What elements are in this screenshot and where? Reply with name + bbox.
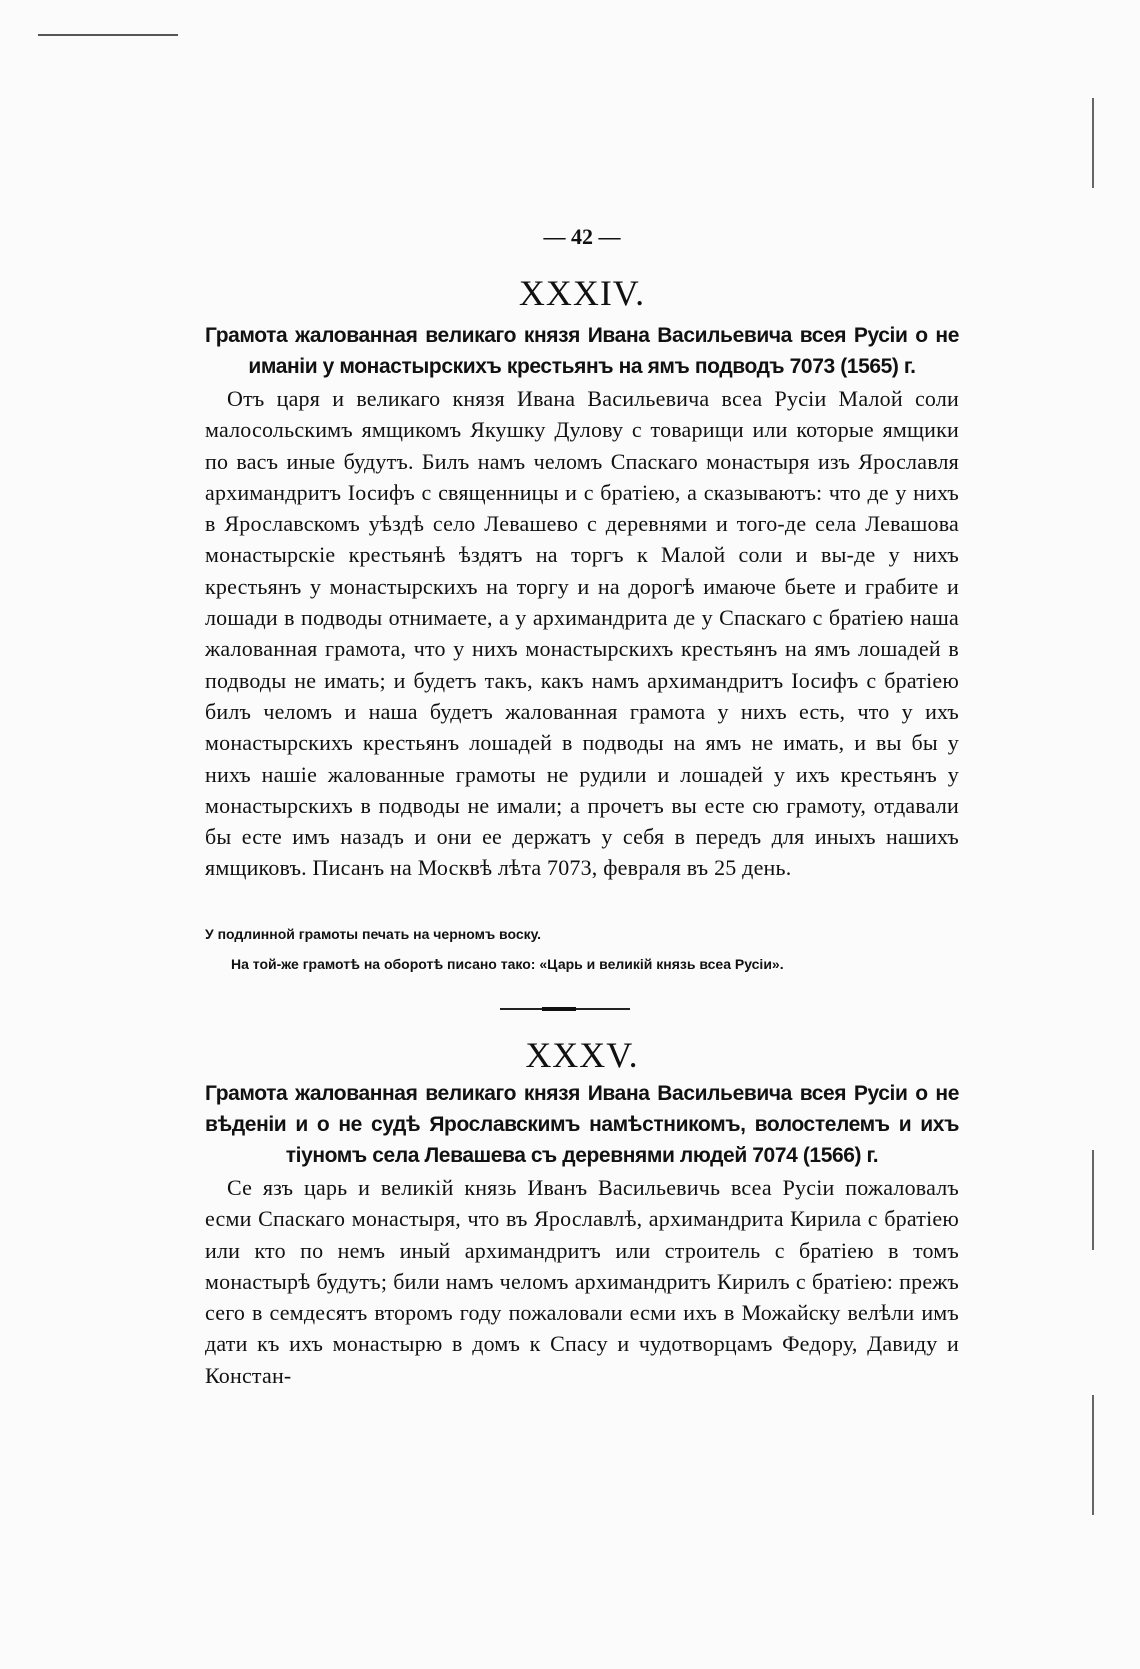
document-34-body: Отъ царя и великаго князя Ивана Васильевича всеа Русіи Малой соли малосольскимъ ямщикомъ Якушку Дулову с товарищи или которые ямщики по васъ иные будутъ. Билъ намъ челомъ Спаскаго монастыря изъ Ярославля архимандритъ Іосифъ с священницы и с братіею, а сказываютъ: что де у нихъ в Ярославскомъ уѣздѣ село Левашево с деревнями и того-де села Левашова монастырскіе крестьянѣ ѣздятъ на торгъ к Малой соли и вы-де у нихъ крестьянъ у монастырскихъ на торгу и на дорогѣ имаюче бьете и грабите и лошади в подводы отнимаете, а у архимандрита де у Спаскаго с братіею наша жалованная грамота, что у нихъ монастырскихъ крестьянъ на ямъ лошадей в подводы не имать; и будетъ такъ, какъ намъ архимандритъ Іосифъ с братіею билъ челомъ и наша будетъ жалованная грамота у нихъ есть, что у ихъ монастырскихъ крестьянъ лошадей в подводы на ямъ не имать, и вы бы у нихъ нашіе жалованные грамоты не рудили и лошадей у ихъ крестьянъ у монастырскихъ в подводы не имали; а прочетъ вы есте сю грамоту, отдавали бы есте имъ назадъ и они ее держатъ у себя в передъ для иныхъ нашихъ ямщиковъ. Писанъ на Москвѣ лѣта 7073, февраля въ 25 день. bbox=[205, 386, 959, 881]
document-34-numeral: XXXIV. bbox=[518, 273, 646, 313]
document-35-body: Се язъ царь и великій князь Иванъ Васильевичь всеа Русіи пожаловалъ есми Спаскаго монастыря, что въ Ярославлѣ, архимандрита Кирила с братіею или кто по немъ иный архимандритъ или строитель с братіею в томъ монастырѣ будутъ; били намъ челомъ архимандритъ Кирилъ с братіею: прежъ сего в семдесятъ второмъ году пожаловали есми ихъ в Можайску велѣли имъ дати къ ихъ монастырю в домъ к Спасу и чудотворцамъ Федору, Давиду и Констан- bbox=[205, 1175, 959, 1388]
document-34-title: Грамота жалованная великаго князя Ивана Васильевича всея Русіи о не иманіи у монастырскихъ крестьянъ на ямъ подводъ 7073 (1565) г. bbox=[205, 324, 959, 378]
document-35-numeral: XXXV. bbox=[525, 1035, 639, 1075]
document-34-reverse-note: На той-же грамотѣ на оборотѣ писано тако: «Царь и великій князь всеа Русіи». bbox=[231, 956, 784, 972]
section-divider bbox=[500, 1008, 630, 1010]
scan-artifact-line bbox=[1092, 1150, 1094, 1250]
scan-artifact-line bbox=[1092, 1395, 1094, 1515]
scan-artifact-line bbox=[1092, 98, 1094, 188]
scan-artifact-line bbox=[38, 34, 178, 36]
document-34-seal-note: У подлинной грамоты печать на черномъ воску. bbox=[205, 926, 542, 942]
page-number: — 42 — bbox=[543, 224, 621, 249]
document-35-title: Грамота жалованная великаго князя Ивана Васильевича всея Русіи о не вѣденіи и о не судѣ Ярославскимъ намѣстникомъ, волостелемъ и ихъ тіуномъ села Левашева съ деревнями людей 7074 (1566) г. bbox=[205, 1082, 959, 1167]
